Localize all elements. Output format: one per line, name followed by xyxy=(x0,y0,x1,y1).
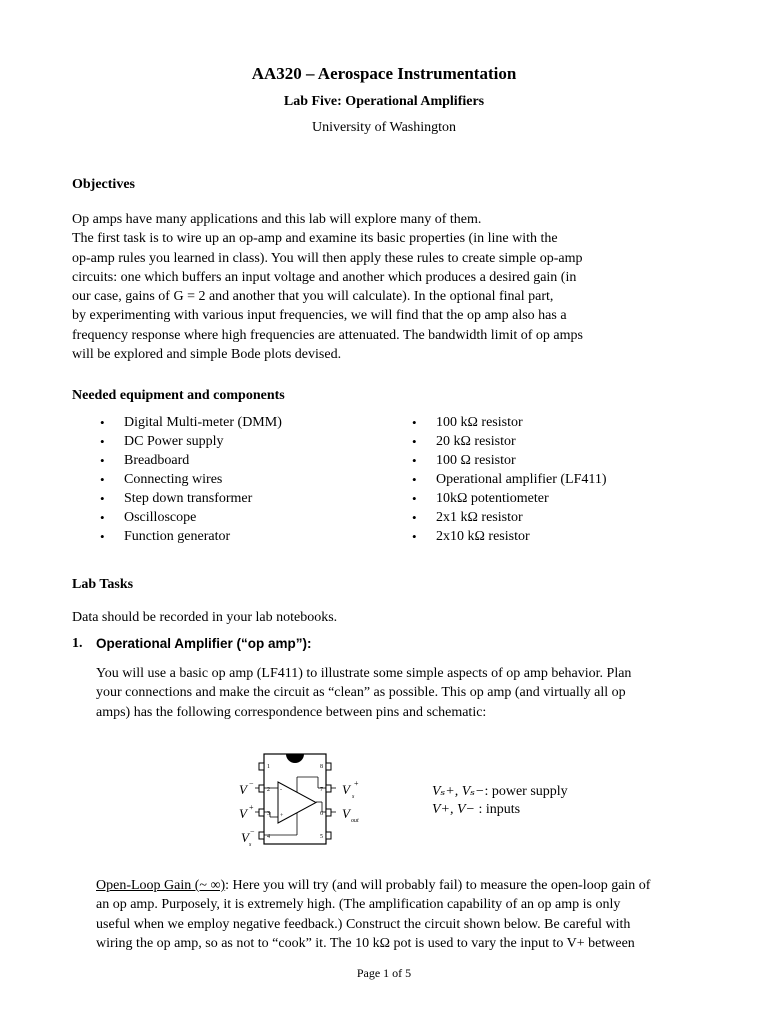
list-item: • 2x1 kΩ resistor xyxy=(408,508,607,527)
equipment-list-left xyxy=(96,413,282,546)
pin-number: 5 xyxy=(320,834,323,840)
objectives-line: frequency response where high frequencies are attenuated. The bandwidth limit of op amps xyxy=(72,327,583,343)
pin-stub xyxy=(326,763,331,770)
pin-stub xyxy=(259,832,264,839)
task-title: Operational Amplifier (“op amp”): xyxy=(96,636,312,651)
list-item: • Digital Multi-meter (DMM) xyxy=(96,413,282,432)
pin-number: 2 xyxy=(267,787,270,793)
subscript: s xyxy=(249,842,252,848)
list-item: • DC Power supply xyxy=(96,432,282,451)
pin-number: 4 xyxy=(267,834,270,840)
legend-inputs xyxy=(432,801,568,819)
list-item: • Breadboard xyxy=(96,451,282,470)
objectives-heading: Objectives xyxy=(72,177,135,192)
v-minus-label: V xyxy=(239,782,247,797)
objectives-line: by experimenting with various input frequencies, we will find that the op amp also has a xyxy=(72,308,567,324)
task1-line: You will use a basic op amp (LF411) to illustrate some simple aspects of op amp behavior. Plan xyxy=(96,666,632,681)
vout-label: V xyxy=(342,806,350,821)
superscript: + xyxy=(354,779,359,788)
v-plus-label: V xyxy=(239,806,247,821)
legend-inputs-symbols: V+, V− xyxy=(432,802,475,817)
objectives-line: The first task is to wire up an op-amp and examine its basic properties (in line with the xyxy=(72,231,558,247)
pin-stub xyxy=(259,785,264,792)
list-item: • Oscilloscope xyxy=(96,508,282,527)
task1-line: your connections and make the circuit as “clean” as possible. This op amp (and virtually all op xyxy=(96,685,626,701)
open-loop-line: : Here you will try (and will probably fail) to measure the open-loop gain of xyxy=(225,878,651,893)
objectives-line: Op amps have many applications and this lab will explore many of them. xyxy=(72,212,482,227)
pin-stub xyxy=(326,832,331,839)
document-title: AA320 – Aerospace Instrumentation xyxy=(251,64,517,83)
objectives-paragraph xyxy=(72,210,712,364)
list-item: • Connecting wires xyxy=(96,470,282,489)
pin-stub xyxy=(259,763,264,770)
objectives-line: circuits: one which buffers an input voltage and another which produces a desired gain (in xyxy=(72,269,577,285)
noninverting-sign: + xyxy=(280,813,284,819)
legend-inputs-text: : inputs xyxy=(475,802,521,817)
op-amp-pinout-diagram xyxy=(230,745,370,855)
superscript: − xyxy=(249,779,254,788)
pin-stub xyxy=(259,809,264,816)
pin-number: 3 xyxy=(267,811,270,817)
task-number: 1. xyxy=(72,636,83,651)
equipment-heading: Needed equipment and components xyxy=(72,388,285,403)
list-item: • Step down transformer xyxy=(96,489,282,508)
lab-subtitle: Lab Five: Operational Amplifiers xyxy=(283,94,485,109)
subscript: out xyxy=(351,818,359,824)
open-loop-line: wiring the op amp, so as not to “cook” it. The 10 kΩ pot is used to vary the input to V+ between xyxy=(96,935,635,951)
list-item: • Operational amplifier (LF411) xyxy=(408,470,607,489)
legend-power-text: : power supply xyxy=(484,784,568,799)
open-loop-paragraph xyxy=(96,876,716,953)
open-loop-line: useful when we employ negative feedback.) Construct the circuit shown below. Be careful with xyxy=(96,916,631,932)
superscript: + xyxy=(249,803,254,812)
page-number: Page 1 of 5 xyxy=(356,966,412,980)
list-item: • 20 kΩ resistor xyxy=(408,432,607,451)
pin-stub xyxy=(326,785,331,792)
list-item: • Function generator xyxy=(96,527,282,546)
task1-paragraph xyxy=(96,664,716,722)
pin-stub xyxy=(326,809,331,816)
objectives-line: op-amp rules you learned in class). You will then apply these rules to create simple op-amp xyxy=(72,250,583,266)
lab-tasks-intro: Data should be recorded in your lab notebooks. xyxy=(72,610,338,625)
pinout-legend xyxy=(432,783,568,819)
objectives-line: will be explored and simple Bode plots devised. xyxy=(72,347,342,363)
pin-number: 1 xyxy=(267,764,270,770)
lab-tasks-heading: Lab Tasks xyxy=(72,577,134,592)
pin-number: 7 xyxy=(320,787,323,793)
pin-number: 8 xyxy=(320,764,323,770)
task1-line: amps) has the following correspondence between pins and schematic: xyxy=(96,704,487,720)
open-loop-line: an op amp. Purposely, it is extremely high. (The amplification capability of an op amp is only xyxy=(96,897,621,913)
list-item: • 100 Ω resistor xyxy=(408,451,607,470)
organization: University of Washington xyxy=(311,120,457,135)
legend-power xyxy=(432,783,568,801)
subscript: s xyxy=(352,794,355,800)
superscript: − xyxy=(250,827,255,836)
legend-power-symbols: Vₛ+, Vₛ− xyxy=(432,784,485,799)
objectives-line: our case, gains of G = 2 and another that you will calculate). In the optional final part, xyxy=(72,289,554,305)
open-loop-heading: Open-Loop Gain (~ ∞) xyxy=(96,878,226,893)
vs-plus-label: V xyxy=(342,782,350,797)
inverting-sign: - xyxy=(280,787,282,793)
list-item: • 100 kΩ resistor xyxy=(408,413,607,432)
list-item: • 10kΩ potentiometer xyxy=(408,489,607,508)
pin-number: 6 xyxy=(320,811,323,817)
list-item: • 2x10 kΩ resistor xyxy=(408,527,607,546)
equipment-list-right xyxy=(408,413,607,546)
vs-minus-label: V xyxy=(241,830,249,845)
